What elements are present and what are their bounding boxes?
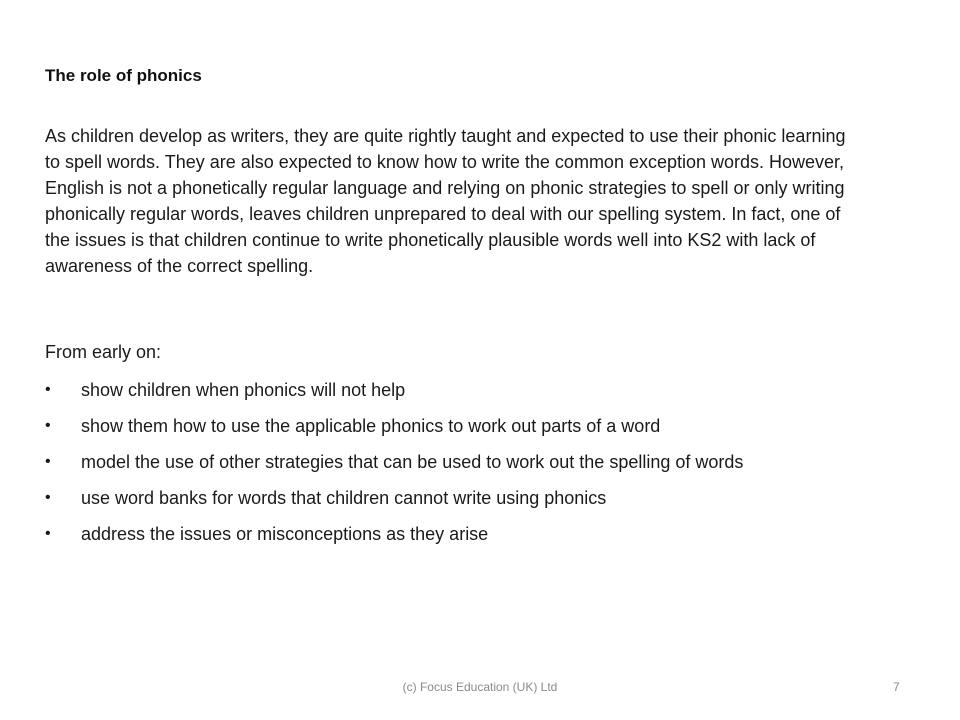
bullet-icon: •: [45, 381, 51, 398]
intro-paragraph: As children develop as writers, they are quite rightly taught and expected to use their phonic learning to spell words. They are also expected to know how to write the common exception words. However, English is not a phonetically regular language and relying on phonic strategies to spell or only writing phonically regular words, leaves children unprepared to deal with our spelling system. In fact, one of the issues is that children continue to write phonetically plausible words well into KS2 with lack of awareness of the correct spelling.: [45, 126, 846, 276]
bullet-list: [45, 376, 885, 556]
list-intro: From early on:: [45, 342, 162, 362]
footer-copyright: (c) Focus Education (UK) Ltd: [402, 680, 558, 694]
bullet-text: show children when phonics will not help: [81, 380, 406, 400]
bullet-item: [45, 484, 885, 512]
bullet-text: address the issues or misconceptions as they arise: [81, 524, 489, 544]
bullet-text: show them how to use the applicable phonics to work out parts of a word: [81, 416, 661, 436]
bullet-icon: •: [45, 453, 51, 470]
bullet-item: [45, 520, 885, 548]
bullet-icon: •: [45, 417, 51, 434]
bullet-icon: •: [45, 489, 51, 506]
page-number: 7: [893, 680, 900, 694]
bullet-text: use word banks for words that children cannot write using phonics: [81, 488, 607, 508]
bullet-icon: •: [45, 525, 51, 542]
bullet-item: [45, 448, 885, 476]
bullet-item: [45, 412, 885, 440]
bullet-text: model the use of other strategies that can be used to work out the spelling of words: [81, 452, 744, 472]
bullet-item: [45, 376, 885, 404]
slide-heading: The role of phonics: [45, 66, 202, 85]
